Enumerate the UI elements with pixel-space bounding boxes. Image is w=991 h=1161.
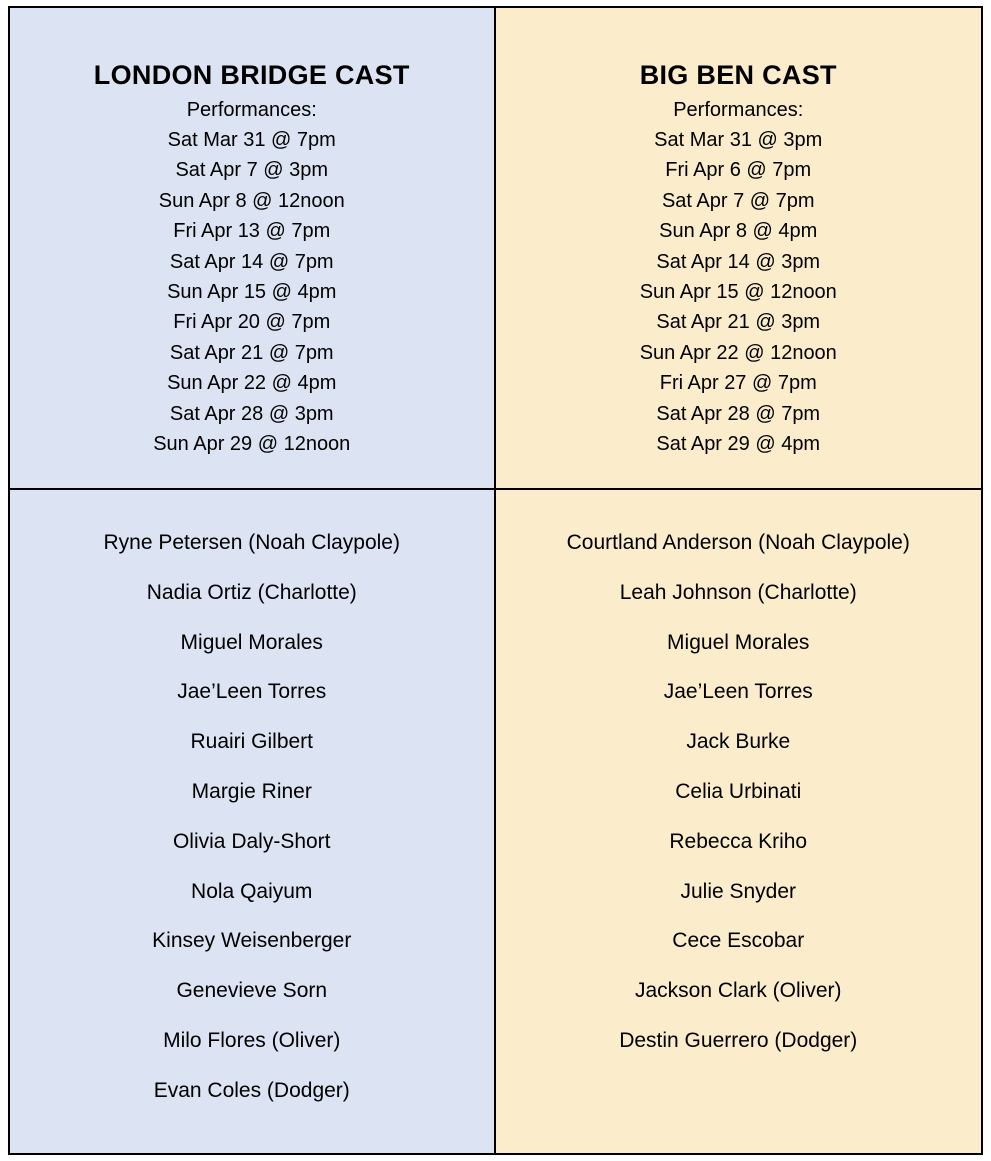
list-item: Sat Apr 7 @ 3pm — [175, 159, 329, 182]
list-item: Margie Riner — [191, 779, 312, 803]
list-item: Sat Mar 31 @ 7pm — [167, 129, 336, 151]
london-bridge-cast-title: LONDON BRIDGE CAST — [93, 60, 410, 90]
list-item: Jae’Leen Torres — [663, 680, 813, 704]
list-item: Cece Escobar — [672, 929, 805, 953]
performances-row — [10, 8, 981, 488]
list-item: Julie Snyder — [680, 879, 797, 903]
cast-table — [8, 6, 983, 1155]
big-ben-performances-list — [496, 125, 982, 459]
list-item: Sun Apr 29 @ 12noon — [153, 433, 351, 456]
list-item: Destin Guerrero (Dodger) — [619, 1028, 858, 1052]
list-item: Jack Burke — [686, 730, 791, 754]
list-item: Courtland Anderson (Noah Claypole) — [566, 531, 910, 554]
list-item: Rebecca Kriho — [669, 829, 808, 853]
big-ben-cast-list — [496, 518, 982, 1066]
list-item: Fri Apr 27 @ 7pm — [659, 372, 817, 395]
list-item: Fri Apr 20 @ 7pm — [173, 311, 331, 334]
list-item: Sun Apr 8 @ 4pm — [659, 220, 818, 243]
list-item: Sat Apr 7 @ 7pm — [661, 189, 815, 212]
london-bridge-cast-list — [10, 518, 494, 1116]
list-item: Jackson Clark (Oliver) — [634, 979, 842, 1003]
london-bridge-performances-label: Performances: — [186, 99, 317, 121]
list-item: Nadia Ortiz (Charlotte) — [146, 580, 357, 604]
list-item: Kinsey Weisenberger — [152, 929, 352, 953]
list-item: Sun Apr 15 @ 4pm — [167, 281, 337, 304]
list-item: Sun Apr 22 @ 4pm — [167, 372, 337, 395]
list-item: Miguel Morales — [180, 630, 323, 654]
list-item: Sat Apr 21 @ 7pm — [169, 341, 334, 364]
list-item: Evan Coles (Dodger) — [153, 1078, 350, 1102]
list-item: Miguel Morales — [667, 630, 810, 654]
list-item: Sun Apr 22 @ 12noon — [639, 341, 837, 364]
london-bridge-performances-list — [10, 125, 494, 459]
big-ben-cast-wrap — [496, 490, 982, 1066]
list-item: Sat Apr 29 @ 4pm — [656, 433, 821, 456]
list-item: Sat Apr 28 @ 7pm — [656, 402, 821, 425]
list-item: Sat Apr 14 @ 7pm — [169, 250, 334, 273]
big-ben-cast-cell — [496, 490, 982, 1153]
list-item: Sat Apr 21 @ 3pm — [656, 311, 821, 334]
london-bridge-performances-cell — [10, 8, 496, 488]
list-item: Olivia Daly-Short — [172, 829, 331, 853]
list-item: Sat Apr 14 @ 3pm — [656, 250, 821, 273]
list-item: Sat Apr 28 @ 3pm — [169, 402, 334, 425]
list-item: Nola Qaiyum — [191, 879, 313, 903]
london-bridge-cast-wrap — [10, 490, 494, 1116]
list-item: Ruairi Gilbert — [190, 730, 314, 754]
list-item: Fri Apr 13 @ 7pm — [173, 220, 331, 243]
list-item: Sun Apr 8 @ 12noon — [158, 189, 345, 212]
list-item: Genevieve Sorn — [176, 979, 328, 1003]
big-ben-performances-label: Performances: — [673, 99, 804, 121]
list-item: Fri Apr 6 @ 7pm — [665, 159, 812, 182]
list-item: Sun Apr 15 @ 12noon — [639, 281, 837, 304]
list-item: Sat Mar 31 @ 3pm — [654, 129, 823, 151]
big-ben-cast-title: BIG BEN CAST — [639, 60, 837, 90]
big-ben-performances-cell — [496, 8, 982, 488]
list-item: Leah Johnson (Charlotte) — [619, 580, 857, 604]
cast-members-row — [10, 488, 981, 1153]
list-item: Ryne Petersen (Noah Claypole) — [103, 531, 400, 554]
list-item: Milo Flores (Oliver) — [163, 1028, 341, 1052]
list-item: Jae’Leen Torres — [177, 680, 327, 704]
london-bridge-cast-cell — [10, 490, 496, 1153]
list-item: Celia Urbinati — [675, 779, 802, 803]
